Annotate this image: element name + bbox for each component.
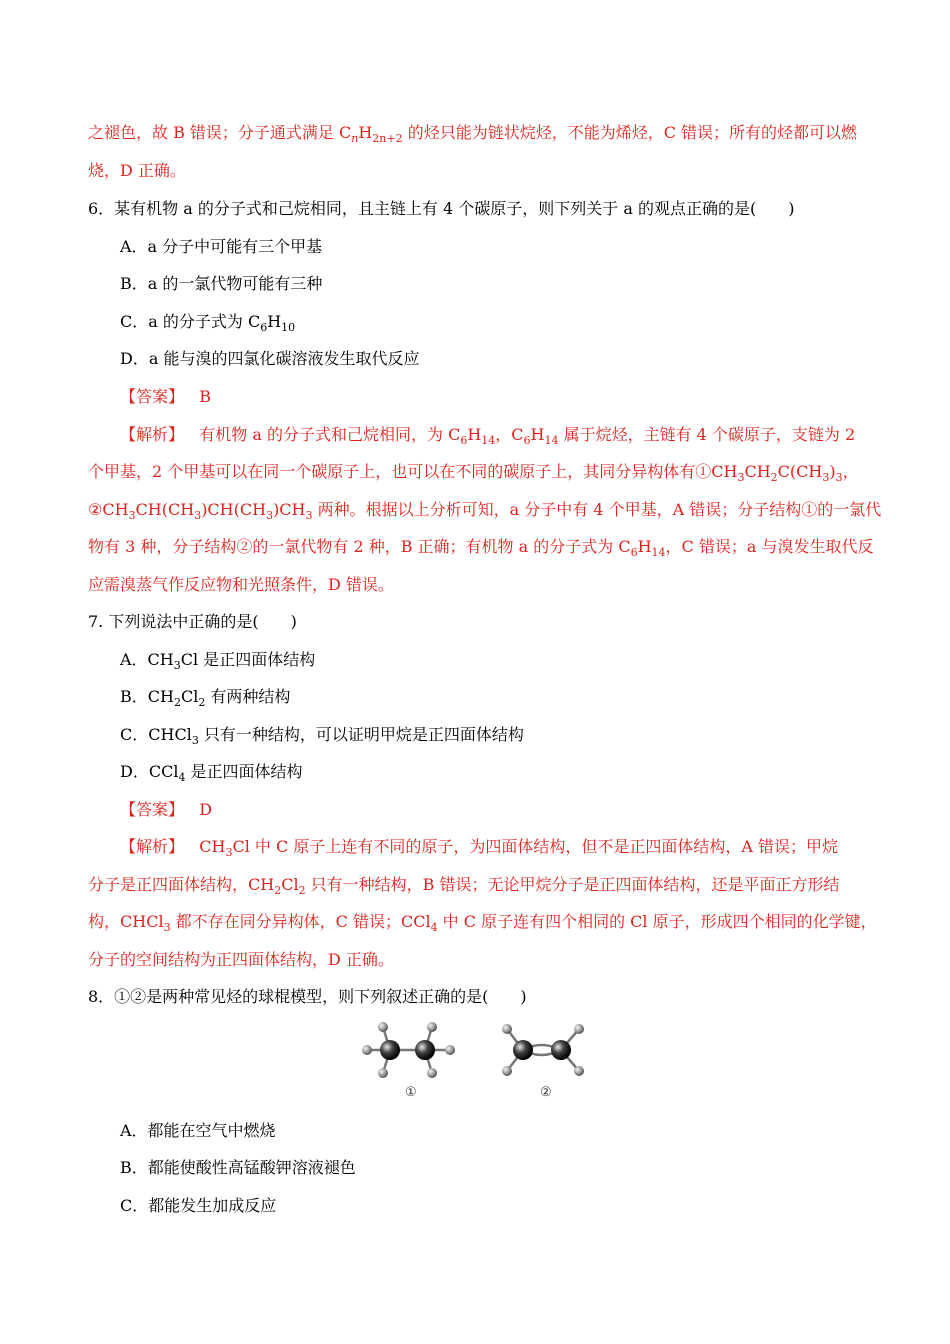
q7-analysis-line-3: 构，CHCl$_3$ 都不存在同分异构体，C 错误；CCl$_4$ 中 C 原子连有四个相同的 Cl 原子，形成四个相同的化学键， bbox=[88, 912, 877, 935]
q7-option-d: D．CCl$_4$ 是正四面体结构 bbox=[120, 762, 303, 785]
carbon-atom bbox=[415, 1040, 435, 1060]
q7-option-b: B．$CH_2Cl_2$ 有两种结构 bbox=[120, 687, 291, 710]
prev-explanation-line-2: 烧，D 正确。 bbox=[88, 161, 186, 180]
carbon-atom bbox=[551, 1040, 571, 1060]
q6-option-d: D．a 能与溴的四氯化碳溶液发生取代反应 bbox=[120, 349, 420, 368]
ball-stick-model-ethane bbox=[355, 1015, 465, 1085]
answer-value: D bbox=[199, 800, 213, 819]
q7-analysis-line-1: 【解析】 $CH_3Cl$ 中 C 原子上连有不同的原子，为四面体结构，但不是正四面体结构，A 错误；甲烷 bbox=[120, 837, 838, 860]
q6-analysis-line-3: $②CH_3CH(CH_3)CH(CH_3)CH_3$ 两种。根据以上分析可知，a 分子中有 4 个甲基，A 错误；分子结构①的一氯代 bbox=[88, 500, 882, 523]
q8-option-a: A．都能在空气中燃烧 bbox=[120, 1121, 276, 1140]
answer-value: B bbox=[199, 387, 212, 406]
q7-answer bbox=[120, 799, 910, 821]
q6-option-c: C．a 的分子式为 $C_6H_{10}$ bbox=[120, 312, 296, 335]
q7-option-a: A．$CH_3Cl$ 是正四面体结构 bbox=[120, 650, 316, 673]
q8-option-b: B．都能使酸性高锰酸钾溶液褪色 bbox=[120, 1158, 356, 1177]
hydrogen-atom bbox=[362, 1045, 372, 1055]
q7-stem: 7. 下列说法中正确的是( ) bbox=[88, 612, 297, 631]
hydrogen-atom bbox=[378, 1068, 388, 1078]
analysis-tag: 【解析】 bbox=[120, 837, 185, 856]
hydrogen-atom bbox=[427, 1068, 437, 1078]
hydrogen-atom bbox=[378, 1022, 388, 1032]
q6-option-b: B．a 的一氯代物可能有三种 bbox=[120, 274, 323, 293]
hydrogen-atom bbox=[427, 1022, 437, 1032]
model-label-1: ① bbox=[405, 1085, 417, 1100]
q7-analysis-line-2: 分子是正四面体结构，$CH_2Cl_2$ 只有一种结构，B 错误；无论甲烷分子是正四面体结构，还是平面正方形结 bbox=[88, 875, 840, 898]
ball-stick-model-ethylene bbox=[495, 1015, 595, 1085]
hydrogen-atom bbox=[502, 1066, 512, 1076]
hydrogen-atom bbox=[502, 1024, 512, 1034]
q6-analysis-line-2: 个甲基，2 个甲基可以在同一个碳原子上，也可以在不同的碳原子上，其同分异构体有$①CH_3CH_2C(CH_3)_3$， bbox=[88, 462, 859, 485]
answer-tag: 【答案】 bbox=[120, 800, 185, 819]
q6-analysis-line-1: 【解析】 有机物 a 的分子式和己烷相同，为 $C_6H_{14}$，$C_6H_{14}$ 属于烷烃，主链有 4 个碳原子，支链为 2 bbox=[120, 425, 856, 448]
hydrogen-atom bbox=[445, 1045, 455, 1055]
q8-option-c: C．都能发生加成反应 bbox=[120, 1196, 277, 1215]
q7-analysis-line-4: 分子的空间结构为正四面体结构，D 正确。 bbox=[88, 950, 394, 969]
q8-stem: 8．①②是两种常见烃的球棍模型，则下列叙述正确的是( ) bbox=[88, 987, 527, 1006]
prev-explanation-line-1: 之褪色，故 B 错误；分子通式满足 $C_nH_{2n+2}$ 的烃只能为链状烷烃，不能为烯烃，C 错误；所有的烃都可以燃 bbox=[88, 123, 858, 146]
q7-option-c: C．CHCl$_3$ 只有一种结构，可以证明甲烷是正四面体结构 bbox=[120, 725, 524, 748]
model-label-2: ② bbox=[540, 1085, 552, 1100]
q6-stem: 6．某有机物 a 的分子式和己烷相同，且主链上有 4 个碳原子，则下列关于 a 的观点正确的是( ) bbox=[88, 199, 795, 218]
analysis-tag: 【解析】 bbox=[120, 425, 185, 444]
answer-tag: 【答案】 bbox=[120, 387, 185, 406]
hydrogen-atom bbox=[574, 1024, 584, 1034]
q6-option-a: A．a 分子中可能有三个甲基 bbox=[120, 237, 323, 256]
q6-answer bbox=[120, 386, 910, 408]
carbon-atom bbox=[380, 1040, 400, 1060]
carbon-atom bbox=[513, 1040, 533, 1060]
q6-analysis-line-5: 应需溴蒸气作反应物和光照条件，D 错误。 bbox=[88, 575, 394, 594]
q6-analysis-line-4: 物有 3 种，分子结构②的一氯代物有 2 种，B 正确；有机物 a 的分子式为 $C_6H_{14}$，C 错误；a 与溴发生取代反 bbox=[88, 537, 874, 560]
hydrogen-atom bbox=[574, 1066, 584, 1076]
